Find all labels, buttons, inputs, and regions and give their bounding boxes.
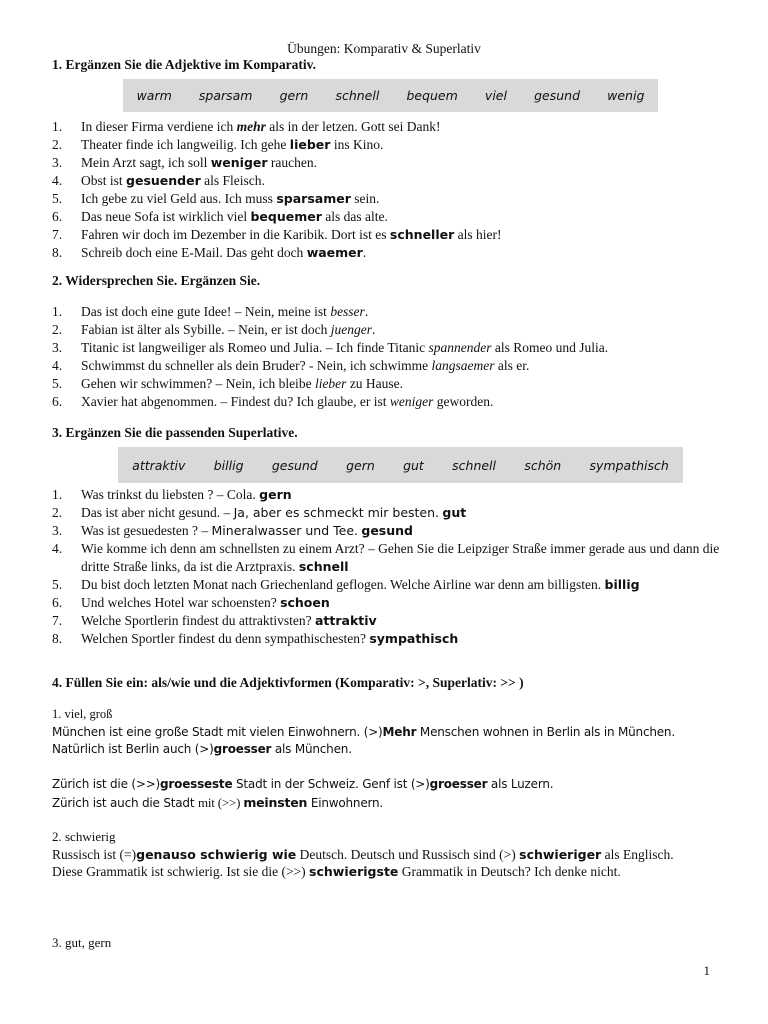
item-number: 6. bbox=[52, 394, 63, 409]
word: gesund bbox=[534, 88, 581, 103]
answer: billig bbox=[604, 577, 640, 592]
answer: gern bbox=[259, 487, 292, 502]
item-number: 3. bbox=[52, 155, 63, 170]
item-text: Xavier hat abgenommen. – Findest du? Ich glaube, er ist bbox=[81, 394, 390, 409]
list-item bbox=[52, 321, 722, 339]
item-text: Wie komme ich denn am schnellsten zu einem Arzt? – Gehen Sie die Leipziger Straße immer gerade aus und dann die dritte Straße links, da ist die Arztpraxis. bbox=[81, 541, 720, 574]
answer: genauso schwierig wie bbox=[136, 846, 297, 862]
text: als Luzern. bbox=[487, 777, 554, 791]
list-item bbox=[52, 630, 722, 648]
list-item bbox=[52, 118, 722, 136]
word: gern bbox=[279, 88, 309, 103]
item-text: Mineralwasser und Tee. bbox=[211, 523, 358, 538]
item-number: 3. bbox=[52, 523, 63, 538]
text: Einwohnern. bbox=[307, 795, 384, 810]
text: Zürich ist die (>>) bbox=[52, 777, 161, 791]
item-text: Mein Arzt sagt, ich soll bbox=[81, 155, 211, 170]
item-number: 2. bbox=[52, 322, 63, 337]
section-4-heading: 4. Füllen Sie ein: als/wie und die Adjektivformen (Komparativ: >, Superlativ: >> ) bbox=[52, 675, 524, 690]
list-item bbox=[52, 357, 722, 375]
item-number: 2. bbox=[52, 137, 63, 152]
text: als Englisch. bbox=[601, 846, 674, 862]
item-text: als er. bbox=[494, 358, 530, 373]
section-3-list bbox=[52, 486, 722, 648]
item-text: Schwimmst du schneller als dein Bruder? - Nein, ich schwimme bbox=[81, 358, 432, 373]
word: gesund bbox=[271, 457, 318, 473]
item-text: Das ist aber nicht gesund. – bbox=[81, 505, 234, 520]
item-text: als Romeo und Julia. bbox=[491, 340, 609, 355]
item-text: als in der letzen. Gott sei Dank! bbox=[265, 119, 441, 134]
list-item bbox=[52, 486, 722, 504]
item-number: 7. bbox=[52, 227, 63, 242]
answer: gesund bbox=[361, 523, 413, 538]
section-3-heading: 3. Ergänzen Sie die passenden Superlative. bbox=[52, 425, 298, 440]
section-4-part-1b bbox=[52, 776, 732, 812]
answer: besser bbox=[330, 304, 365, 319]
item-text: . bbox=[362, 245, 367, 260]
answer: groesseste bbox=[160, 777, 233, 791]
paragraph bbox=[52, 776, 732, 794]
word: schnell bbox=[452, 457, 497, 473]
answer: sympathisch bbox=[369, 631, 459, 646]
answer: Mehr bbox=[382, 724, 417, 739]
item-text: Fahren wir doch im Dezember in die Karibik. Dort ist es bbox=[81, 227, 390, 242]
item-text: Welchen Sportler findest du denn sympathischesten? bbox=[81, 631, 370, 646]
item-number: 4. bbox=[52, 358, 63, 373]
section-4-part-2 bbox=[52, 828, 732, 881]
word: wenig bbox=[607, 88, 645, 103]
word: bequem bbox=[406, 88, 458, 103]
item-text: Ich gebe zu viel Geld aus. Ich muss bbox=[81, 191, 277, 206]
word: schnell bbox=[335, 88, 380, 103]
answer: gut bbox=[442, 505, 467, 520]
item-number: 1. bbox=[52, 119, 63, 134]
answer: weniger bbox=[210, 155, 268, 170]
item-text: als Fleisch. bbox=[200, 173, 265, 188]
list-item bbox=[52, 154, 722, 172]
item-text: Was trinkst du liebsten ? – Cola. bbox=[81, 487, 260, 502]
answer: schneller bbox=[389, 227, 455, 242]
item-number: 3. bbox=[52, 340, 63, 355]
item-number: 5. bbox=[52, 577, 63, 592]
subheading: 2. schwierig bbox=[52, 829, 116, 844]
list-item bbox=[52, 576, 722, 594]
word: schön bbox=[524, 457, 562, 473]
answer: bequemer bbox=[250, 209, 322, 224]
list-item bbox=[52, 172, 722, 190]
item-text: zu Hause. bbox=[346, 376, 404, 391]
item-text: Ja, aber es schmeckt mir besten. bbox=[233, 505, 440, 520]
word: attraktiv bbox=[132, 457, 186, 473]
item-text: Theater finde ich langweilig. Ich gehe bbox=[81, 137, 290, 152]
list-item bbox=[52, 208, 722, 226]
answer: lieber bbox=[289, 137, 331, 152]
section-1-list bbox=[52, 118, 722, 262]
text: Menschen wohnen in Berlin als in München. bbox=[416, 724, 675, 739]
answer: meinsten bbox=[243, 794, 308, 810]
section-1-heading: 1. Ergänzen Sie die Adjektive im Komparativ. bbox=[52, 57, 316, 72]
text: Russisch ist (=) bbox=[52, 846, 137, 862]
answer: waemer bbox=[306, 245, 363, 260]
answer: weniger bbox=[389, 394, 434, 409]
answer: groesser bbox=[429, 777, 488, 791]
section-2-list bbox=[52, 303, 722, 411]
item-text: . bbox=[371, 322, 376, 337]
item-number: 6. bbox=[52, 209, 63, 224]
word: sparsam bbox=[198, 88, 253, 103]
section-4-part-3 bbox=[52, 934, 732, 952]
item-text: als hier! bbox=[454, 227, 502, 242]
item-text: Titanic ist langweiliger als Romeo und Julia. – Ich finde Titanic bbox=[81, 340, 429, 355]
item-text: Das neue Sofa ist wirklich viel bbox=[81, 209, 251, 224]
item-number: 4. bbox=[52, 173, 63, 188]
item-number: 7. bbox=[52, 613, 63, 628]
item-number: 1. bbox=[52, 487, 63, 502]
answer: schoen bbox=[280, 595, 330, 610]
text: Stadt in der Schweiz. Genf ist (>) bbox=[232, 777, 430, 791]
list-item bbox=[52, 612, 722, 630]
answer: groesser bbox=[213, 742, 272, 756]
item-text: Gehen wir schwimmen? – Nein, ich bleibe bbox=[81, 376, 315, 391]
item-text: Was ist gesuedesten ? – bbox=[81, 523, 212, 538]
item-number: 5. bbox=[52, 191, 63, 206]
item-text: Schreib doch eine E-Mail. Das geht doch bbox=[81, 245, 307, 260]
item-text: rauchen. bbox=[267, 155, 318, 170]
text: München ist eine große Stadt mit vielen Einwohnern. (>) bbox=[52, 724, 383, 739]
list-item bbox=[52, 393, 722, 411]
item-text: . bbox=[364, 304, 369, 319]
text: mit (>>) bbox=[197, 794, 244, 810]
answer: schnell bbox=[298, 559, 349, 574]
list-item bbox=[52, 190, 722, 208]
item-text: In dieser Firma verdiene ich bbox=[81, 119, 237, 134]
item-text: Das ist doch eine gute Idee! – Nein, meine ist bbox=[81, 304, 331, 319]
subheading: 3. gut, gern bbox=[52, 935, 112, 950]
list-item bbox=[52, 226, 722, 244]
item-text: sein. bbox=[350, 191, 380, 206]
paragraph bbox=[52, 863, 732, 881]
answer: attraktiv bbox=[314, 613, 377, 628]
list-item bbox=[52, 136, 722, 154]
item-number: 4. bbox=[52, 541, 63, 556]
item-number: 8. bbox=[52, 245, 63, 260]
item-number: 6. bbox=[52, 595, 63, 610]
item-text: geworden. bbox=[433, 394, 494, 409]
text: Diese Grammatik ist schwierig. Ist sie die (>>) bbox=[52, 864, 310, 879]
list-item bbox=[52, 303, 722, 321]
section-1-word-box bbox=[123, 79, 658, 112]
answer: langsaemer bbox=[431, 358, 495, 373]
item-text: Obst ist bbox=[81, 173, 127, 188]
section-3-word-box bbox=[118, 447, 683, 483]
word: gern bbox=[346, 457, 375, 473]
answer: gesuender bbox=[126, 173, 201, 188]
list-item bbox=[52, 594, 722, 612]
word: billig bbox=[213, 457, 244, 473]
word: gut bbox=[403, 457, 424, 473]
text: Zürich ist auch die Stadt bbox=[52, 795, 198, 810]
item-text: Fabian ist älter als Sybille. – Nein, er ist doch bbox=[81, 322, 331, 337]
list-item bbox=[52, 375, 722, 393]
item-text: als das alte. bbox=[321, 209, 388, 224]
answer: juenger bbox=[330, 322, 372, 337]
paragraph bbox=[52, 724, 732, 742]
paragraph bbox=[52, 846, 732, 864]
answer: spannender bbox=[428, 340, 492, 355]
answer: schwieriger bbox=[519, 846, 602, 862]
word: warm bbox=[136, 88, 172, 103]
text: Grammatik in Deutsch? Ich denke nicht. bbox=[398, 864, 621, 879]
subheading: 1. viel, groß bbox=[52, 707, 113, 721]
item-text: ins Kino. bbox=[330, 137, 384, 152]
item-number: 8. bbox=[52, 631, 63, 646]
text: Deutsch. Deutsch und Russisch sind (>) bbox=[296, 846, 520, 862]
list-item bbox=[52, 339, 722, 357]
text: Natürlich ist Berlin auch (>) bbox=[52, 742, 214, 756]
document-title: Übungen: Komparativ & Superlativ bbox=[287, 41, 481, 56]
item-text: Und welches Hotel war schoensten? bbox=[81, 595, 281, 610]
list-item bbox=[52, 504, 722, 522]
item-number: 5. bbox=[52, 376, 63, 391]
item-number: 2. bbox=[52, 505, 63, 520]
answer: mehr bbox=[236, 119, 266, 134]
answer: schwierigste bbox=[309, 864, 399, 879]
paragraph bbox=[52, 794, 732, 813]
page-number: 1 bbox=[703, 963, 710, 978]
item-number: 1. bbox=[52, 304, 63, 319]
word: viel bbox=[484, 88, 507, 103]
answer: lieber bbox=[314, 376, 347, 391]
item-text: Du bist doch letzten Monat nach Griechenland geflogen. Welche Airline war denn am billigsten. bbox=[81, 577, 605, 592]
word: sympathisch bbox=[589, 457, 669, 473]
list-item bbox=[52, 522, 722, 540]
answer: sparsamer bbox=[276, 191, 351, 206]
paragraph bbox=[52, 741, 732, 759]
section-4-part-1 bbox=[52, 706, 732, 759]
item-text: Welche Sportlerin findest du attraktivsten? bbox=[81, 613, 315, 628]
text: als München. bbox=[271, 742, 352, 756]
list-item bbox=[52, 540, 722, 576]
section-2-heading: 2. Widersprechen Sie. Ergänzen Sie. bbox=[52, 273, 261, 288]
list-item bbox=[52, 244, 722, 262]
